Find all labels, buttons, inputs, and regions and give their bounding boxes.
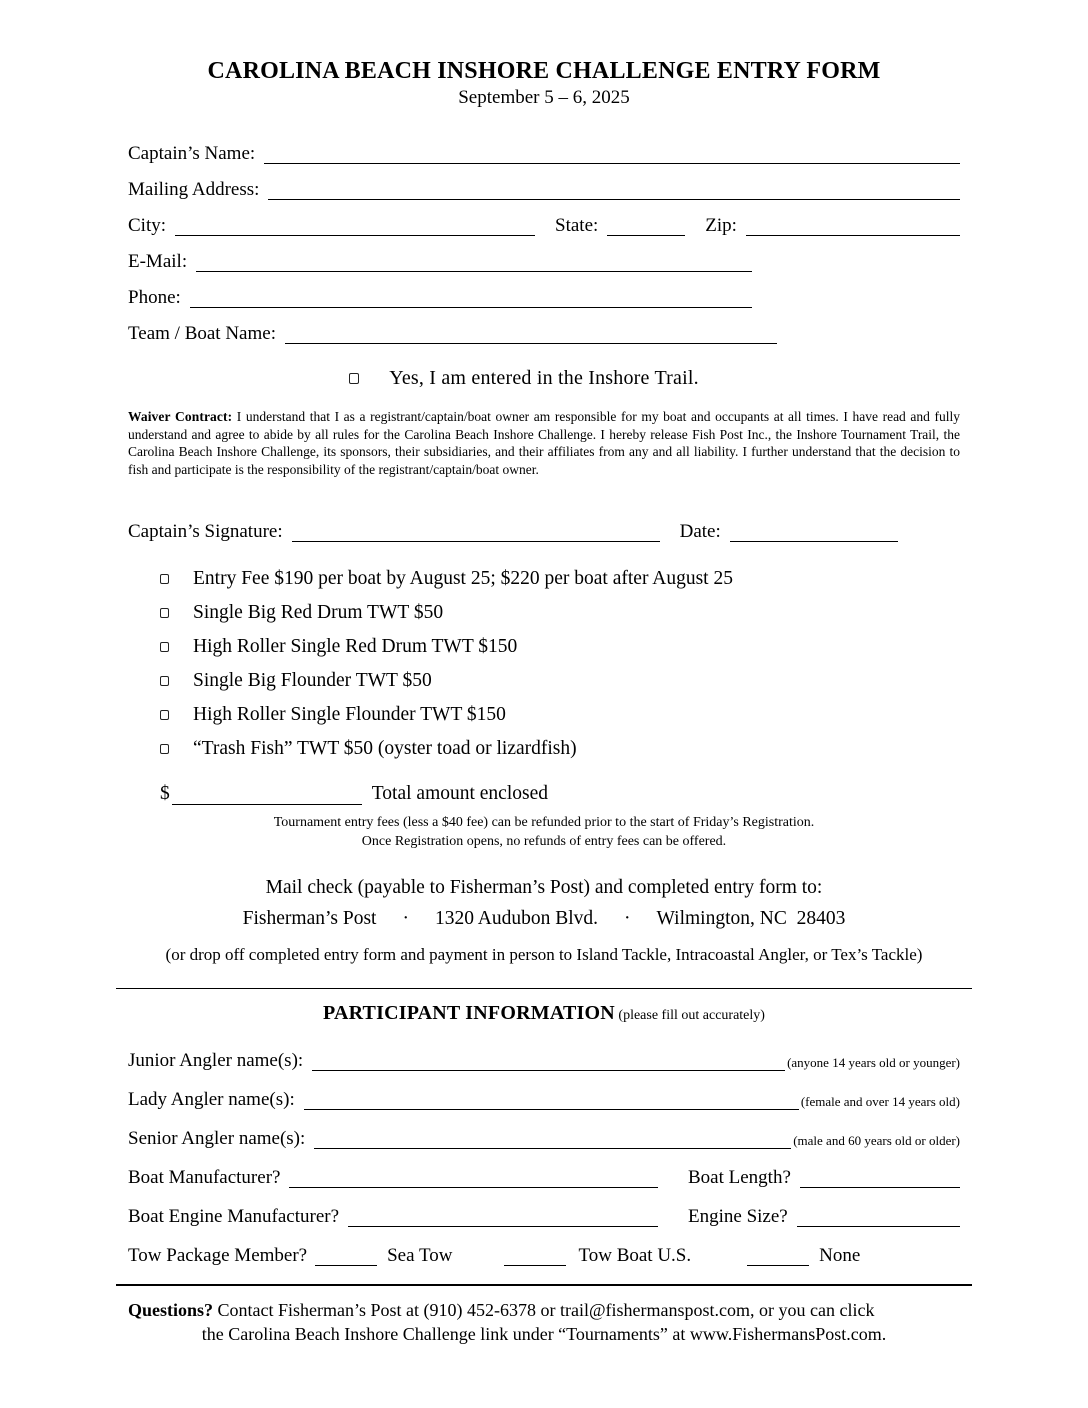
fee-options-list [128,567,960,760]
engine-manufacturer-label: Boat Engine Manufacturer? [128,1206,340,1228]
mail-address-line [128,908,960,930]
phone-input-line[interactable] [190,307,752,308]
inshore-trail-row [128,367,960,390]
fee-option-single-flounder [128,669,960,692]
senior-angler-note: (male and 60 years old or older) [793,1133,960,1149]
form-date: September 5 – 6, 2025 [458,87,630,108]
senior-angler-label: Senior Angler name(s): [128,1128,306,1150]
mailing-address-row [128,178,960,201]
engine-size-label: Engine Size? [688,1206,788,1228]
email-row [128,250,960,273]
questions-line-2: the Carolina Beach Inshore Challenge link under “Tournaments” at www.FishermansPost.com. [201,1324,887,1345]
city-input-line[interactable] [175,235,535,236]
inshore-trail-label: Yes, I am entered in the Inshore Trail. [389,367,699,389]
engine-manufacturer-input-line[interactable] [348,1226,658,1227]
refund-line-1: Tournament entry fees (less a $40 fee) can be refunded prior to the start of Friday’s Registration. [273,815,815,831]
separator-dot: · [624,908,631,930]
team-boat-row [128,322,960,345]
boat-manufacturer-group [128,1166,658,1189]
high-roller-red-drum-checkbox-icon[interactable] [160,642,169,652]
boat-manufacturer-input-line[interactable] [289,1187,658,1188]
fee-option-label: Entry Fee $190 per boat by August 25; $220 per boat after August 25 [193,568,733,590]
state-label: State: [555,215,599,236]
total-amount-row [128,782,960,806]
city-label: City: [128,215,167,236]
tow-package-label: Tow Package Member? [128,1245,308,1267]
zip-input-line[interactable] [746,235,960,236]
captain-name-row [128,142,960,165]
questions-text: Contact Fisherman’s Post at (910) 452-6378 or trail@fishermanspost.com, or you can click [213,1300,875,1321]
single-flounder-checkbox-icon[interactable] [160,676,169,686]
participant-info-note: (please fill out accurately) [618,1008,765,1024]
fee-option-high-roller-flounder [128,703,960,726]
form-title: CAROLINA BEACH INSHORE CHALLENGE ENTRY FORM [207,58,881,84]
lady-angler-input-line[interactable] [304,1109,799,1110]
phone-label: Phone: [128,287,181,308]
fee-option-label: High Roller Single Red Drum TWT $150 [193,636,518,658]
section-divider [116,988,972,989]
fee-option-label: Single Big Flounder TWT $50 [193,670,432,692]
phone-row [128,286,960,309]
sea-tow-input-line[interactable] [315,1265,377,1266]
total-amount-input-line[interactable] [172,804,362,805]
engine-size-input-line[interactable] [797,1226,960,1227]
questions-line-1 [128,1298,960,1322]
captain-name-input-line[interactable] [264,163,960,164]
trash-fish-checkbox-icon[interactable] [160,744,169,754]
team-boat-input-line[interactable] [285,343,777,344]
sea-tow-label: Sea Tow [387,1245,453,1267]
tow-boat-us-input-line[interactable] [504,1265,566,1266]
participant-info-title: PARTICIPANT INFORMATION [323,1002,615,1025]
date-label: Date: [679,521,721,543]
none-label: None [819,1245,861,1267]
fee-option-label: Single Big Red Drum TWT $50 [193,602,444,624]
refund-line-2: Once Registration opens, no refunds of entry fees can be offered. [361,834,727,850]
lady-angler-row [128,1088,960,1111]
mailing-address-label: Mailing Address: [128,179,260,200]
inshore-trail-checkbox-icon[interactable] [349,373,359,384]
email-label: E-Mail: [128,251,188,272]
tow-package-row [128,1244,960,1267]
team-boat-label: Team / Boat Name: [128,323,276,344]
mail-city: Wilmington, NC 28403 [656,908,846,930]
separator-dot: · [402,908,409,930]
lady-angler-note: (female and over 14 years old) [800,1094,960,1110]
junior-angler-note: (anyone 14 years old or younger) [787,1055,960,1071]
captain-name-label: Captain’s Name: [128,143,256,164]
tow-boat-us-label: Tow Boat U.S. [578,1245,692,1267]
fee-option-label: “Trash Fish” TWT $50 (oyster toad or lizardfish) [193,738,577,760]
boat-length-label: Boat Length? [688,1167,791,1189]
senior-angler-row [128,1127,960,1150]
waiver-body: I understand that I as a registrant/captain/boat owner am responsible for my boat and occupants at all times. I have read and fully understand and agree to abide by all rules for the Carolina Beach Inshore Challenge. I hereby release Fish Post Inc., the Inshore Tournament Trail, the Carolina Beach Inshore Challenge, its sponsors, their subsidiaries, and their affiliates from any and all liability. I further understand that the decision to fish and participate is the responsibility of the registrant/captain/boat owner. [128,409,961,477]
refund-note [128,813,960,851]
total-amount-label: Total amount enclosed [371,783,549,805]
zip-label: Zip: [705,215,737,236]
fee-option-entry-fee [128,567,960,590]
none-input-line[interactable] [747,1265,809,1266]
captain-signature-label: Captain’s Signature: [128,521,283,543]
junior-angler-label: Junior Angler name(s): [128,1050,304,1072]
mail-street: 1320 Audubon Blvd. [434,908,599,930]
engine-manufacturer-group [128,1205,658,1228]
single-red-drum-checkbox-icon[interactable] [160,608,169,618]
engine-manufacturer-row [128,1205,960,1228]
fee-option-high-roller-red-drum [128,635,960,658]
questions-label: Questions? [128,1300,214,1321]
fee-option-trash-fish [128,737,960,760]
waiver-paragraph [128,408,960,478]
state-input-line[interactable] [607,235,685,236]
date-input-line[interactable] [730,541,898,542]
mailing-address-input-line[interactable] [268,199,960,200]
city-state-zip-row [128,214,960,237]
waiver-heading: Waiver Contract: [128,409,233,424]
questions-footer [128,1298,960,1346]
senior-angler-input-line[interactable] [314,1148,791,1149]
fee-option-label: High Roller Single Flounder TWT $150 [193,704,506,726]
fee-option-single-red-drum [128,601,960,624]
boat-length-input-line[interactable] [800,1187,960,1188]
email-input-line[interactable] [196,271,752,272]
junior-angler-input-line[interactable] [312,1070,785,1071]
mail-instruction: Mail check (payable to Fisherman’s Post) and completed entry form to: [265,877,823,899]
dollar-sign: $ [160,783,170,805]
high-roller-flounder-checkbox-icon[interactable] [160,710,169,720]
footer-divider [116,1284,972,1286]
boat-manufacturer-label: Boat Manufacturer? [128,1167,281,1189]
dropoff-note: (or drop off completed entry form and payment in person to Island Tackle, Intracoastal Angler, or Tex’s Tackle) [165,945,923,965]
mail-name: Fisherman’s Post [242,908,377,930]
lady-angler-label: Lady Angler name(s): [128,1089,295,1111]
captain-signature-input-line[interactable] [292,541,660,542]
participant-info-heading [128,1002,960,1025]
signature-row [128,520,960,543]
engine-size-group [688,1205,960,1228]
boat-manufacturer-row [128,1166,960,1189]
junior-angler-row [128,1049,960,1072]
boat-length-group [688,1166,960,1189]
entry-fee-checkbox-icon[interactable] [160,574,169,584]
